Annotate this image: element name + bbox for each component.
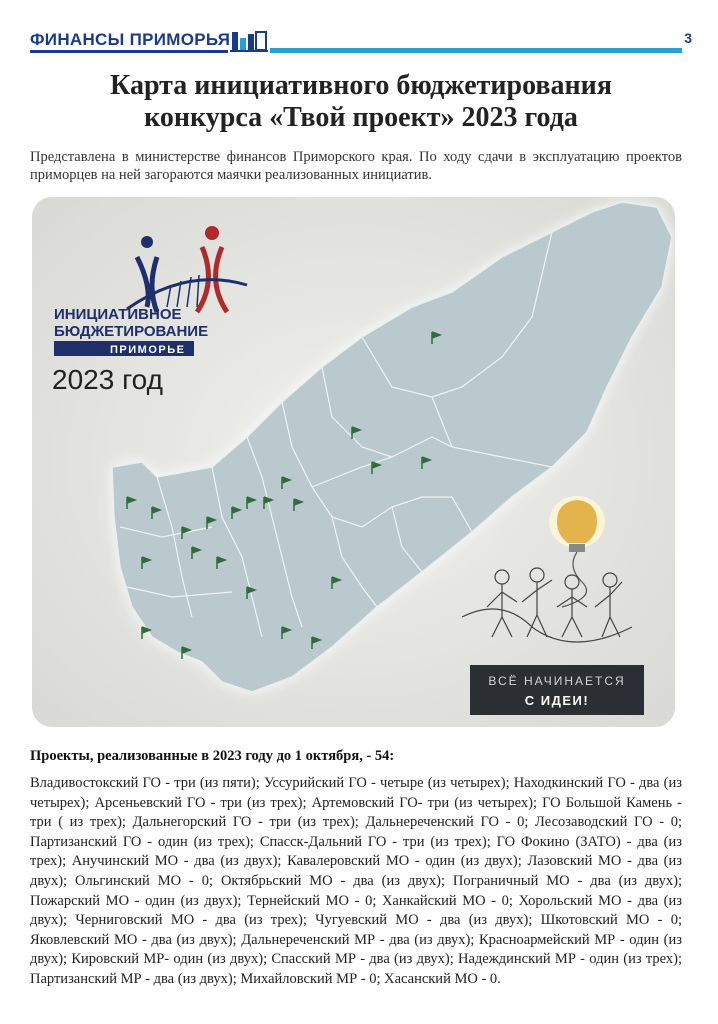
title-line-2: конкурса «Твой проект» 2023 года [144, 102, 578, 133]
publication-title: ФИНАНСЫ ПРИМОРЬЯ [30, 30, 231, 49]
header-rule-left [30, 50, 228, 53]
logo-text-line3: ПРИМОРЬЕ [110, 344, 186, 356]
page-number: 3 [684, 30, 692, 46]
slogan-line-2: С ИДЕИ! [524, 693, 590, 708]
projects-list: Владивостокский ГО - три (из пяти); Уссурийский ГО - четыре (из четырех); Находкинский ГО - два (из четырех); Арсеньевский ГО - три (из трех); Артемовский ГО- три (из четырех); ГО Большой Камень - три ( из трех); Дальнегорский ГО - три (из трех); Дальнереченский ГО - 0; Лесозаводский ГО - 0; Партизанский ГО - один (из трех); Спасск-Дальний ГО - три (из трех); ГО Фокино (ЗАТО) - два (из трех); Анучинский МО - два (из двух); Кавалеровский МО - один (из двух); Лазовский МО - два (из двух); Ольгинский МО - 0; Октябрьский МО - два (из двух); Пограничный МО - два (из двух); Пожарский МО - один (из двух); Тернейский МО - 0; Ханкайский МО - 0; Хорольский МО - два (из двух); Черниговский МО - два (из трех); Чугуевский МО - два (из двух); Шкотовский МО - 0; Яковлевский МО - два (из двух); Дальнереченский МР - два (из двух); Красноармейский МР - один (из двух); Кировский МР- один (из двух); Спасский МР - два (из двух); Надеждинский МР - один (из трех); Партизанский МР - два (из двух); Михайловский МР - 0; Хасанский МО - 0. [30, 775, 682, 987]
lead-paragraph: Представлена в министерстве финансов Приморского края. По ходу сдачи в эксплуатацию проектов приморцев на ней загораются маячки реализованных инициатив. [30, 149, 682, 183]
map-year: 2023 год [52, 364, 163, 395]
ministry-logo-icon [230, 28, 268, 54]
map-illustration [32, 197, 675, 727]
header-rule [270, 48, 682, 53]
page-header [30, 28, 692, 58]
slogan-line-1: ВСЁ НАЧИНАЕТСЯ [488, 674, 626, 688]
title-line-1: Карта инициативного бюджетирования [110, 70, 612, 101]
logo-text-line2: БЮДЖЕТИРОВАНИЕ [54, 323, 209, 340]
article-title [30, 70, 692, 134]
map-photo [32, 197, 675, 727]
projects-heading: Проекты, реализованные в 2023 году до 1 октября, - 54: [30, 748, 395, 764]
logo-text-line1: ИНИЦИАТИВНОЕ [54, 306, 182, 323]
